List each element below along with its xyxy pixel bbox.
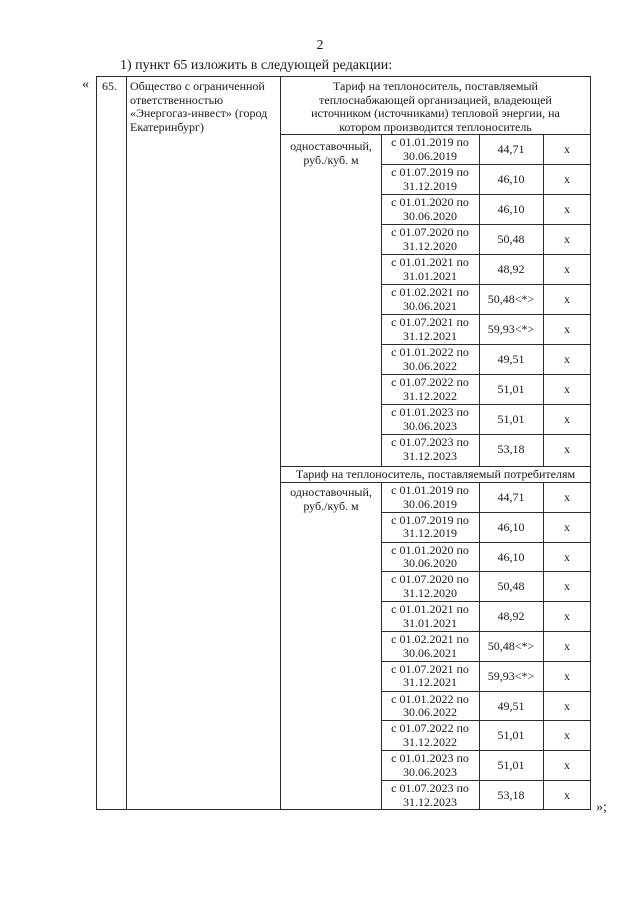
period-cell bbox=[382, 544, 478, 571]
period-cell bbox=[382, 376, 478, 403]
tariff-value: 48,92 bbox=[497, 609, 525, 624]
tariff-value: 50,48<*> bbox=[487, 639, 535, 653]
period-cell bbox=[382, 226, 478, 253]
period-end: 31.12.2023 bbox=[403, 794, 457, 809]
period-cell bbox=[382, 782, 478, 809]
tariff-value: 53,18 bbox=[497, 442, 525, 456]
x-mark: х bbox=[564, 668, 570, 683]
period-start: с 01.07.2022 по bbox=[391, 375, 469, 389]
period-start: с 01.07.2023 по bbox=[391, 781, 469, 795]
period-start: с 01.02.2021 по bbox=[391, 285, 469, 299]
period-end: 30.06.2023 bbox=[403, 764, 457, 779]
period-start: с 01.01.2020 по bbox=[391, 542, 469, 557]
org-name-line: ответственностью bbox=[130, 92, 224, 107]
period-cell bbox=[382, 166, 478, 193]
period-cell bbox=[382, 256, 478, 283]
period-start: с 01.07.2019 по bbox=[391, 165, 469, 179]
period-start: с 01.01.2022 по bbox=[391, 691, 469, 706]
section2-unit bbox=[281, 486, 381, 513]
x-mark: х bbox=[564, 202, 570, 216]
section1-header bbox=[281, 80, 590, 134]
period-start: с 01.02.2021 по bbox=[391, 632, 469, 646]
page-number: 2 bbox=[316, 38, 324, 53]
period-cell bbox=[382, 316, 478, 343]
period-end: 31.12.2021 bbox=[403, 328, 457, 343]
period-end: 30.06.2023 bbox=[403, 418, 457, 433]
x-mark: х bbox=[564, 728, 570, 743]
tariff-value: 51,01 bbox=[497, 728, 525, 743]
period-start: с 01.01.2022 по bbox=[391, 345, 469, 359]
period-end: 31.01.2021 bbox=[403, 268, 457, 283]
quote-close: »; bbox=[596, 800, 607, 815]
table-border-right bbox=[590, 76, 591, 810]
period-cell bbox=[382, 136, 478, 163]
tariff-value: 46,10 bbox=[497, 519, 525, 534]
period-end: 31.12.2019 bbox=[403, 178, 457, 193]
period-start: с 01.07.2019 по bbox=[391, 512, 469, 527]
table-border-bottom bbox=[96, 809, 591, 810]
tariff-value: 49,51 bbox=[497, 352, 525, 366]
period-end: 30.06.2019 bbox=[403, 148, 457, 163]
period-end: 30.06.2021 bbox=[403, 298, 457, 313]
section1-unit bbox=[281, 140, 381, 167]
x-mark: х bbox=[564, 262, 570, 276]
tariff-value: 50,48 bbox=[497, 232, 525, 246]
tariff-value: 44,71 bbox=[497, 490, 525, 504]
org-name-line: Екатеринбург) bbox=[130, 119, 204, 134]
tariff-value: 51,01 bbox=[497, 758, 525, 773]
tariff-value: 44,71 bbox=[497, 142, 525, 156]
x-mark: х bbox=[564, 519, 570, 534]
period-cell bbox=[382, 406, 478, 433]
x-mark: х bbox=[564, 639, 570, 653]
tariff-value: 46,10 bbox=[497, 172, 525, 186]
table-border-left bbox=[96, 76, 97, 810]
x-mark: х bbox=[564, 172, 570, 186]
period-cell bbox=[382, 196, 478, 223]
period-end: 31.01.2021 bbox=[403, 615, 457, 630]
x-mark: х bbox=[564, 490, 570, 504]
period-start: с 01.01.2023 по bbox=[391, 751, 469, 766]
period-start: с 01.01.2019 по bbox=[391, 135, 469, 149]
period-start: с 01.07.2021 по bbox=[391, 661, 469, 676]
tariff-value: 46,10 bbox=[497, 549, 525, 564]
tariff-value: 50,48<*> bbox=[487, 292, 535, 306]
period-start: с 01.01.2023 по bbox=[391, 405, 469, 419]
x-mark: х bbox=[564, 352, 570, 366]
x-mark: х bbox=[564, 579, 570, 594]
tariff-value: 59,93<*> bbox=[487, 668, 535, 683]
section1-header-line-text: теплоснабжающей организацией, владеющей bbox=[319, 92, 552, 107]
x-mark: х bbox=[564, 292, 570, 306]
org-name-line: Общество с ограниченной bbox=[130, 79, 265, 93]
org-name bbox=[130, 80, 280, 134]
period-start: с 01.07.2022 по bbox=[391, 721, 469, 736]
unit-line: одноставочный, bbox=[290, 139, 372, 153]
period-end: 31.12.2020 bbox=[403, 585, 457, 600]
period-end: 30.06.2022 bbox=[403, 358, 457, 373]
section1-header-line-text: Тариф на теплоноситель, поставляемый bbox=[333, 79, 538, 93]
section2-header: Тариф на теплоноситель, поставляемый потребителям bbox=[295, 467, 576, 481]
x-mark: х bbox=[564, 412, 570, 426]
x-mark: х bbox=[564, 382, 570, 396]
period-cell bbox=[382, 573, 478, 600]
x-mark: х bbox=[564, 322, 570, 336]
quote-open: « bbox=[82, 77, 89, 92]
period-end: 30.06.2021 bbox=[403, 645, 457, 660]
period-end: 31.12.2022 bbox=[403, 388, 457, 403]
tariff-value: 51,01 bbox=[497, 412, 525, 426]
table-border-top bbox=[96, 76, 591, 77]
period-start: с 01.07.2020 по bbox=[391, 572, 469, 587]
tariff-value: 59,93<*> bbox=[487, 322, 535, 336]
period-cell bbox=[382, 752, 478, 779]
col-divider-number bbox=[126, 76, 127, 810]
tariff-value: 53,18 bbox=[497, 788, 525, 802]
period-cell bbox=[382, 693, 478, 720]
unit-line: руб./куб. м bbox=[303, 498, 359, 513]
period-cell bbox=[382, 484, 478, 511]
item-number: 65. bbox=[102, 79, 117, 93]
period-end: 30.06.2020 bbox=[403, 556, 457, 571]
x-mark: х bbox=[564, 758, 570, 773]
tariff-value: 48,92 bbox=[497, 262, 525, 276]
period-cell bbox=[382, 633, 478, 660]
period-end: 30.06.2020 bbox=[403, 208, 457, 223]
period-cell bbox=[382, 663, 478, 690]
period-start: с 01.07.2023 по bbox=[391, 435, 469, 449]
x-mark: х bbox=[564, 788, 570, 802]
period-end: 31.12.2021 bbox=[403, 675, 457, 690]
period-end: 31.12.2020 bbox=[403, 238, 457, 253]
period-start: с 01.01.2020 по bbox=[391, 195, 469, 209]
tariff-value: 50,48 bbox=[497, 579, 525, 594]
org-name-line: «Энергогаз-инвест» (город bbox=[130, 106, 268, 120]
period-cell bbox=[382, 286, 478, 313]
period-start: с 01.07.2021 по bbox=[391, 315, 469, 329]
unit-line: руб./куб. м bbox=[303, 152, 359, 167]
period-cell bbox=[382, 514, 478, 541]
period-cell bbox=[382, 436, 478, 463]
unit-line: одноставочный, bbox=[290, 485, 372, 499]
period-start: с 01.07.2020 по bbox=[391, 225, 469, 239]
period-end: 31.12.2019 bbox=[403, 526, 457, 541]
x-mark: х bbox=[564, 442, 570, 456]
period-end: 31.12.2023 bbox=[403, 448, 457, 463]
tariff-value: 51,01 bbox=[497, 382, 525, 396]
period-cell bbox=[382, 346, 478, 373]
period-start: с 01.01.2021 по bbox=[391, 255, 469, 269]
x-mark: х bbox=[564, 549, 570, 564]
tariff-value: 49,51 bbox=[497, 698, 525, 713]
x-mark: х bbox=[564, 232, 570, 246]
intro-text: 1) пункт 65 изложить в следующей редакции: bbox=[120, 58, 393, 73]
period-start: с 01.01.2021 по bbox=[391, 602, 469, 617]
period-start: с 01.01.2019 по bbox=[391, 483, 469, 497]
col-divider-org bbox=[280, 76, 281, 810]
tariff-value: 46,10 bbox=[497, 202, 525, 216]
x-mark: х bbox=[564, 609, 570, 624]
section1-header-line-text: котором производится теплоноситель bbox=[339, 119, 532, 134]
period-cell bbox=[382, 603, 478, 630]
period-end: 30.06.2022 bbox=[403, 705, 457, 720]
period-end: 30.06.2019 bbox=[403, 496, 457, 511]
period-cell bbox=[382, 722, 478, 749]
period-end: 31.12.2022 bbox=[403, 734, 457, 749]
x-mark: х bbox=[564, 142, 570, 156]
x-mark: х bbox=[564, 698, 570, 713]
section1-header-line-text: источником (источниками) тепловой энергии, на bbox=[311, 106, 560, 120]
